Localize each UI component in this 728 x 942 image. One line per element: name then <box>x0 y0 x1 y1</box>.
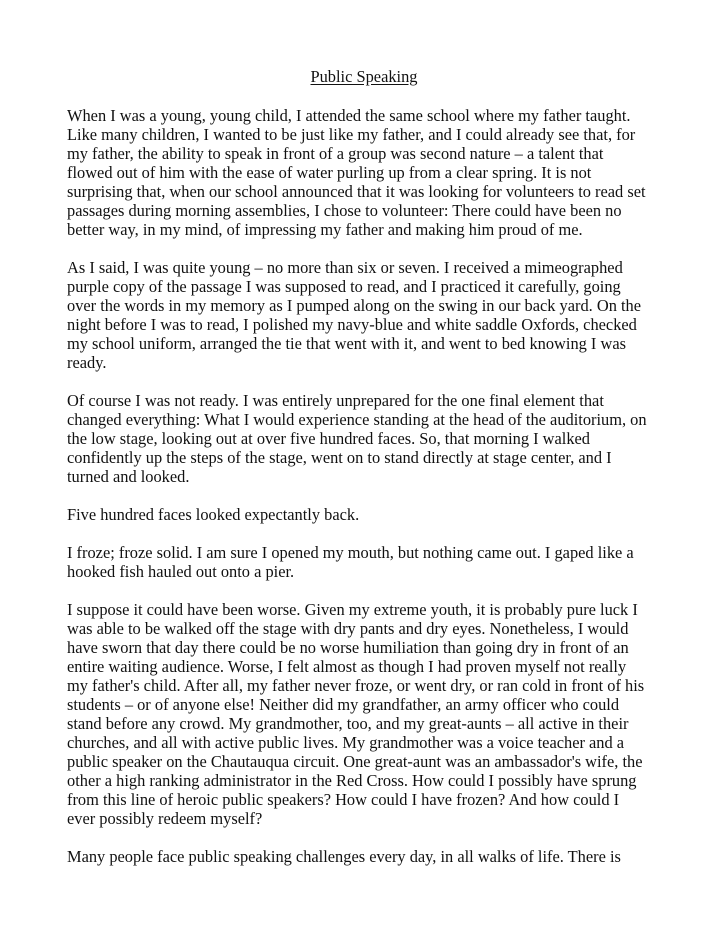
paragraph <box>67 505 667 524</box>
paragraph-line: hooked fish hauled out onto a pier. <box>67 562 295 581</box>
paragraph <box>67 543 667 581</box>
paragraph-line: When I was a young, young child, I attended the same school where my father taught. <box>67 106 631 125</box>
paragraph-gap <box>67 486 667 505</box>
paragraph-line: surprising that, when our school announced that it was looking for volunteers to read set <box>67 182 646 201</box>
paragraph <box>67 391 667 486</box>
paragraph-gap <box>67 828 667 847</box>
paragraph-line: was able to be walked off the stage with dry pants and dry eyes. Nonetheless, I would <box>67 619 629 638</box>
paragraph-line: night before I was to read, I polished my navy-blue and white saddle Oxfords, checked <box>67 315 637 334</box>
paragraph-line: my school uniform, arranged the tie that went with it, and went to bed knowing I was <box>67 334 626 353</box>
paragraph-gap <box>67 239 667 258</box>
paragraph-line: Like many children, I wanted to be just like my father, and I could already see that, for <box>67 125 636 144</box>
paragraph-line: from this line of heroic public speakers? How could I have frozen? And how could I <box>67 790 620 809</box>
document-body <box>67 106 667 866</box>
paragraph-line: over the words in my memory as I pumped along on the swing in our back yard. On the <box>67 296 642 315</box>
paragraph-gap <box>67 524 667 543</box>
paragraph-line: ever possibly redeem myself? <box>67 809 263 828</box>
paragraph-line: my father, the ability to speak in front of a group was second nature – a talent that <box>67 144 604 163</box>
paragraph-line: flowed out of him with the ease of water purling up from a clear spring. It is not <box>67 163 592 182</box>
paragraph-line: the low stage, looking out at over five hundred faces. So, that morning I walked <box>67 429 591 448</box>
paragraph-line: ready. <box>67 353 107 372</box>
paragraph-line: As I said, I was quite young – no more than six or seven. I received a mimeographed <box>67 258 623 277</box>
paragraph <box>67 847 667 866</box>
document-title <box>0 67 728 86</box>
paragraph-line: I suppose it could have been worse. Given my extreme youth, it is probably pure luck I <box>67 600 638 619</box>
document-title-text: Public Speaking <box>310 67 418 86</box>
paragraph-line: turned and looked. <box>67 467 190 486</box>
paragraph-line: my father's child. After all, my father never froze, or went dry, or ran cold in front of his <box>67 676 645 695</box>
paragraph <box>67 106 667 239</box>
paragraph-line: other a high ranking administrator in the Red Cross. How could I possibly have sprung <box>67 771 637 790</box>
paragraph-line: Many people face public speaking challenges every day, in all walks of life. There is <box>67 847 621 866</box>
paragraph <box>67 258 667 372</box>
paragraph-line: stand before any crowd. My grandmother, too, and my great-aunts – all active in their <box>67 714 629 733</box>
paragraph-line: students – or of anyone else! Neither did my grandfather, an army officer who could <box>67 695 620 714</box>
paragraph-line: I froze; froze solid. I am sure I opened my mouth, but nothing came out. I gaped like a <box>67 543 634 562</box>
paragraph-line: passages during morning assemblies, I chose to volunteer: There could have been no <box>67 201 622 220</box>
paragraph <box>67 600 667 828</box>
paragraph-line: Of course I was not ready. I was entirely unprepared for the one final element that <box>67 391 604 410</box>
paragraph-gap <box>67 581 667 600</box>
paragraph-line: have sworn that day there could be no worse humiliation than going dry in front of an <box>67 638 629 657</box>
paragraph-line: confidently up the steps of the stage, went on to stand directly at stage center, and I <box>67 448 612 467</box>
paragraph-line: changed everything: What I would experience standing at the head of the auditorium, on <box>67 410 647 429</box>
paragraph-line: purple copy of the passage I was supposed to read, and I practiced it carefully, going <box>67 277 621 296</box>
paragraph-line: public speaker on the Chautauqua circuit. One great-aunt was an ambassador's wife, the <box>67 752 643 771</box>
paragraph-line: churches, and all with active public lives. My grandmother was a voice teacher and a <box>67 733 625 752</box>
paragraph-line: better way, in my mind, of impressing my father and making him proud of me. <box>67 220 583 239</box>
paragraph-line: Five hundred faces looked expectantly back. <box>67 505 360 524</box>
paragraph-gap <box>67 372 667 391</box>
paragraph-line: entire waiting audience. Worse, I felt almost as though I had proven myself not really <box>67 657 627 676</box>
